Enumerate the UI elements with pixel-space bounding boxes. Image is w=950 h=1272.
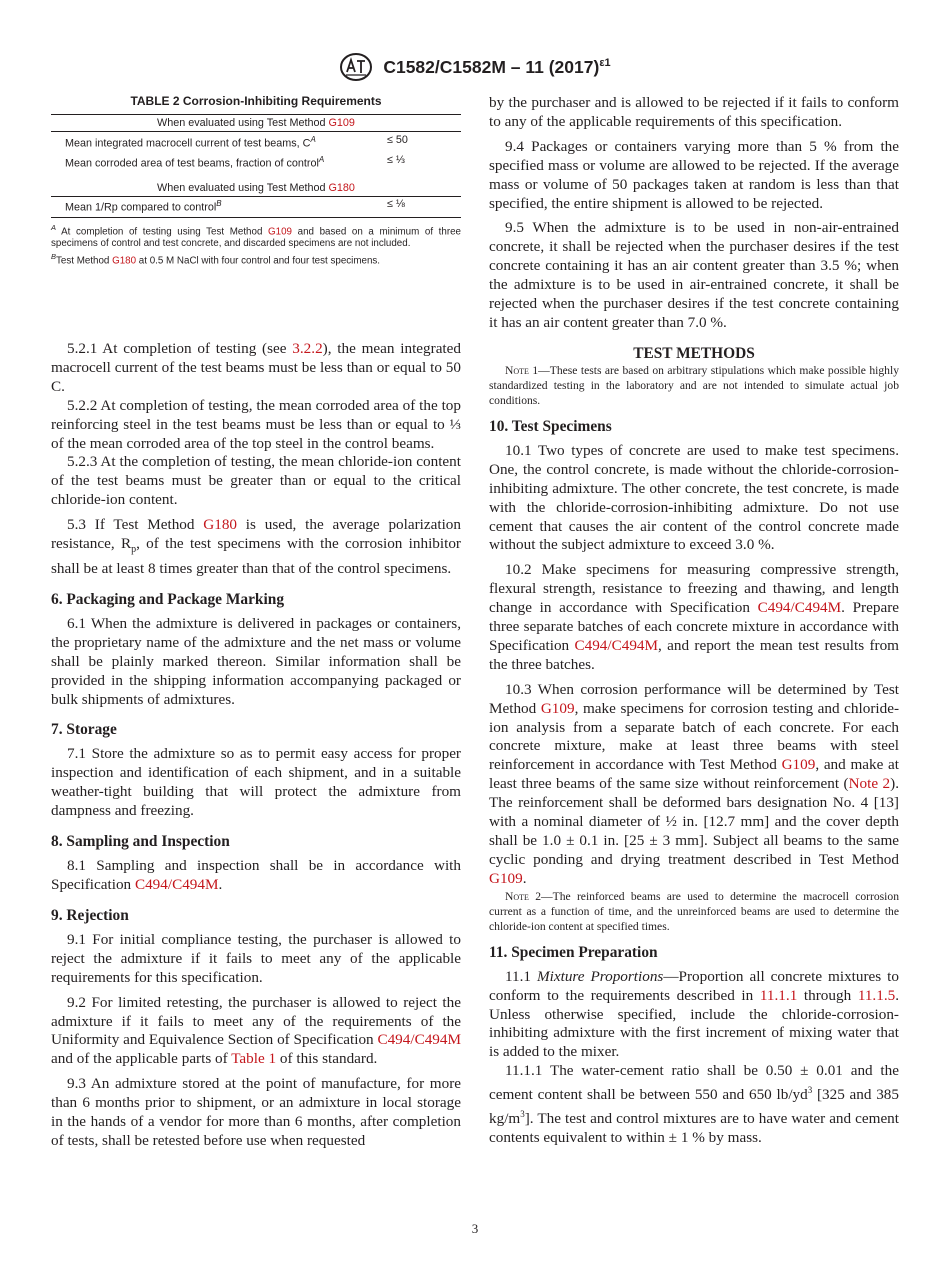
link-g180[interactable]: G180 bbox=[112, 254, 137, 266]
para-5-3: 5.3 If Test Method G180 is used, the average polarization resistance, $R_p$, of the test specimens with the corrosion inhibitor shall be at least 8 times greater than that of the control specimens. bbox=[51, 516, 461, 577]
link-c494[interactable]: C494/C494M bbox=[134, 875, 219, 893]
para-5-2-1: 5.2.1 At completion of testing (see 3.2.2), the mean integrated macrocell current of the test beams must be less than or equal to 50 C. bbox=[51, 340, 461, 395]
para-10-3: 10.3 When corrosion performance will be determined by Test Method G109, make specimens for corrosion testing and chloride-ion analysis from a separate batch of each concrete. For each concrete mixture, make at least three beams with steel reinforcement in accordance with Test Method G109, and make at least three beams of the same size without reinforcement (Note 2). The reinforcement shall be deformed bars designation No. 4 [13] with a nominal diameter of ½ in. [12.7 mm] and the cover depth shall be 1.0 ± 0.1 in. [25 ± 3 mm]. Subject all beams to the same cyclic ponding and drying treatment described in Test Method G109. bbox=[489, 680, 900, 887]
section-8-heading: 8. Sampling and Inspection bbox=[51, 833, 230, 851]
para-6-1: 6.1 When the admixture is delivered in packages or containers, the proprietary name of the admixture and the net mass or volume shall be plainly marked thereon. Similar information shall be provided in the shipping information accompanying packaged or bulk shipments of admixtures. bbox=[51, 614, 461, 708]
standard-designation: C1582/C1582M – 11 $(2017)^{\varepsilon 1}$ bbox=[383, 56, 611, 77]
link-g109[interactable]: G109 bbox=[489, 869, 523, 887]
link-c494[interactable]: C494/C494M bbox=[574, 636, 659, 654]
link-g109[interactable]: G109 bbox=[268, 225, 292, 237]
note-2: Note 2—The reinforced beams are used to determine the macrocell corrosion current as a function of time, and the unreinforced beams are used to determine the chloride-ion content at specified times. bbox=[489, 889, 899, 933]
table-row: Mean 1/Rp compared to control$^B$ ≤ ⅛ bbox=[51, 198, 461, 217]
para-9-3: 9.3 An admixture stored at the point of manufacture, for more than 6 months prior to shipment, or an admixture in local storage in the hands of a vendor for more than 6 months, after completion of tests, shall be retested before use when requested bbox=[51, 1075, 461, 1149]
link-note-2[interactable]: Note 2 bbox=[848, 775, 891, 793]
link-3-2-2[interactable]: 3.2.2 bbox=[292, 340, 323, 357]
table-2 bbox=[51, 94, 461, 267]
para-5-2-3: 5.2.3 At the completion of testing, the mean chloride-ion content of the test beams must be greater than or equal to the critical chloride-ion content. bbox=[51, 453, 461, 509]
epsilon-superscript: ε1 bbox=[599, 56, 611, 69]
right-column bbox=[489, 94, 899, 1148]
link-g180[interactable]: G180 bbox=[328, 182, 355, 195]
section-7-heading: 7. Storage bbox=[51, 721, 117, 739]
para-8-1: 8.1 Sampling and inspection shall be in accordance with Specification C494/C494M. bbox=[51, 857, 461, 893]
para-10-2: 10.2 Make specimens for measuring compressive strength, flexural strength, resistance to freezing and thawing, and length change in accordance with Specification C494/C494M. Prepare three separate batches of each concrete mixture in accordance with Specification C494/C494M, and report the mean test results from the three batches. bbox=[489, 561, 899, 673]
table-row: Mean corroded area of test beams, fraction of control$^A$ ≤ ⅓ bbox=[65, 154, 405, 170]
para-10-1: 10.1 Two types of concrete are used to make test specimens. One, the control concrete, is made without the chloride-corrosion-inhibiting admixture. The other concrete, the test concrete, is made with the chloride-corrosion-inhibiting admixture. Do not use cement that causes the air content of the control concrete made without the subject admixture to exceed 3.0 %. bbox=[489, 441, 899, 554]
astm-logo-icon bbox=[339, 52, 373, 82]
section-9-heading: 9. Rejection bbox=[51, 906, 129, 924]
table-footnote-b: $^B$Test Method G180 at 0.5 M NaCl with four control and four test specimens. bbox=[51, 251, 381, 266]
page-header bbox=[0, 52, 950, 82]
para-9-1: 9.1 For initial compliance testing, the purchaser is allowed to reject the admixture if it fails to meet any of the applicable requirements for this specification. bbox=[51, 930, 461, 986]
para-9-4: 9.4 Packages or containers varying more than 5 % from the specified mass or volume are allowed to be rejected. If the average mass or volume of 50 packages taken at random is less than that specified, the entire shipment is allowed to be rejected. bbox=[489, 137, 899, 212]
link-11-1-1[interactable]: 11.1.1 bbox=[759, 986, 798, 1004]
table-band-g180: When evaluated using Test Method G180 bbox=[51, 179, 461, 197]
link-c494[interactable]: C494/C494M bbox=[757, 599, 842, 617]
section-11-heading: 11. Specimen Preparation bbox=[489, 943, 658, 961]
link-c494[interactable]: C494/C494M bbox=[377, 1031, 461, 1049]
page-number: 3 bbox=[471, 1221, 479, 1236]
link-g180[interactable]: G180 bbox=[203, 516, 238, 534]
link-11-1-5[interactable]: 11.1.5 bbox=[857, 986, 896, 1004]
note-1: Note 1—These tests are based on arbitrary stipulations which make possible highly standardized testing in the laboratory and are not intended to simulate actual job conditions. bbox=[489, 363, 899, 407]
link-g109[interactable]: G109 bbox=[328, 117, 355, 129]
link-g109[interactable]: G109 bbox=[540, 699, 575, 717]
para-9-5: 9.5 When the admixture is to be used in non-air-entrained concrete, it shall be rejected when the purchaser desires if the test concrete containing it has an air content greater than 3.5 %; when the admixture is to be used in air-entrained concrete, it shall be rejected when the purchaser desires if the test concrete containing it has an air content greater than 7.0 %. bbox=[489, 219, 899, 331]
para-9-2: 9.2 For limited retesting, the purchaser is allowed to reject the admixture if it fails to meet any of the requirements of the Uniformity and Equivalence Section of Specification C494/C494M and of the applicable parts of Table 1 of this standard. bbox=[51, 993, 461, 1068]
table-band-g109: When evaluated using Test Method G109 bbox=[51, 115, 461, 132]
left-column bbox=[51, 340, 461, 1151]
table-title: TABLE 2 Corrosion-Inhibiting Requirements bbox=[130, 94, 382, 108]
link-g109[interactable]: G109 bbox=[781, 756, 816, 774]
para-9-3-continued: by the purchaser and is allowed to be rejected if it fails to conform to any of the applicable requirements of this specification. bbox=[489, 94, 899, 130]
para-7-1: 7.1 Store the admixture so as to permit easy access for proper inspection and identification of each shipment, and in a suitable weather-tight building that will protect the admixture from dampness and freezing. bbox=[51, 745, 461, 820]
para-11-1-1: 11.1.1 The water-cement ratio shall be 0.50 ± 0.01 and the cement content shall be between 550 and 650 $lb/yd^3$ [325 and 385 $kg/m^3$]. The test and control mixtures are to have water and cement contents equivalent to within ± 1 % by mass. bbox=[489, 1062, 899, 1147]
link-table-1[interactable]: Table 1 bbox=[231, 1050, 277, 1068]
para-5-2-2: 5.2.2 At completion of testing, the mean corroded area of the top reinforcing steel in the test beams must be less than or equal to ⅓ of the mean corroded area of the top steel in the control beams. bbox=[51, 396, 461, 452]
test-methods-heading: TEST METHODS bbox=[633, 344, 755, 362]
table-footnote-a: $^A$ At completion of testing using Test Method G109 and based on a minimum of three specimens of control and test concrete, and discarded specimens are not included. bbox=[51, 222, 461, 250]
table-row: Mean integrated macrocell current of test beams, $C^A$ ≤ 50 bbox=[65, 134, 408, 150]
para-11-1: 11.1 Mixture Proportions—Proportion all concrete mixtures to conform to the requirements described in 11.1.1 through 11.1.5. Unless otherwise specified, include the chloride-corrosion-inhibiting admixture with the first increment of mixing water that is added to the mixer. bbox=[489, 967, 900, 1061]
section-10-heading: 10. Test Specimens bbox=[489, 417, 612, 435]
section-6-heading: 6. Packaging and Package Marking bbox=[51, 590, 285, 608]
